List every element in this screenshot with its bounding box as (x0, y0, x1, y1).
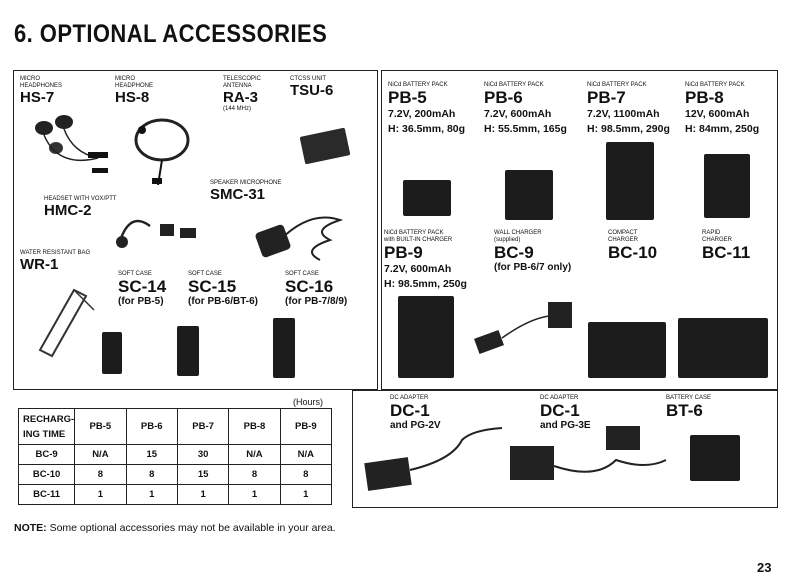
bc10-caption-1: COMPACT (608, 230, 638, 236)
pb9-code: PB-9 (384, 243, 423, 262)
note-label: NOTE: (14, 522, 47, 534)
sc16-caption: SOFT CASE (285, 271, 319, 277)
hs7-code: HS-7 (20, 89, 55, 106)
table-header-row (19, 409, 332, 445)
table-corner-line-2: ING TIME (23, 428, 66, 440)
hs7-block (20, 76, 100, 106)
bc10-charger-image (588, 322, 666, 378)
pb6-caption: NiCd BATTERY PACK (484, 82, 544, 88)
pb8-block (685, 82, 759, 137)
bc11-caption-1: RAPID (702, 230, 721, 236)
bc9-caption-2: (supplied) (494, 237, 521, 243)
ra3-frequency: (144 MHz) (223, 106, 252, 112)
sc15-caption: SOFT CASE (188, 271, 222, 277)
table-cell: 8 (280, 465, 331, 485)
dc1-pg2v-caption: DC ADAPTER (390, 395, 429, 401)
pb9-spec-size: H: 98.5mm, 250g (384, 278, 467, 290)
hs8-caption: MICRO HEADPHONE (115, 76, 154, 89)
table-cell: N/A (280, 445, 331, 465)
sc16-code: SC-16 (285, 277, 334, 296)
sc15-case-image (177, 326, 199, 376)
pb7-spec-size: H: 98.5mm, 290g (587, 123, 670, 135)
pb6-spec-size: H: 55.5mm, 165g (484, 123, 567, 135)
pb8-code: PB-8 (685, 88, 724, 107)
pb5-spec-voltage: 7.2V, 200mAh (388, 108, 456, 120)
pb5-battery-image (403, 180, 451, 216)
sc14-caption: SOFT CASE (118, 271, 152, 277)
table-cell: N/A (75, 445, 126, 465)
table-row-label: BC-9 (19, 445, 75, 465)
table-cell: 1 (177, 485, 228, 505)
note-text: Some optional accessories may not be available in your area. (46, 522, 336, 534)
pb6-battery-image (505, 170, 553, 220)
bc10-caption-2: CHARGER (608, 237, 639, 243)
sc15-code: SC-15 (188, 277, 237, 296)
pb9-caption-1: NiCd BATTERY PACK (384, 230, 444, 236)
dc1-pg2v-image (362, 420, 512, 500)
hs7-earphones-image (28, 108, 118, 188)
table-cell: 1 (126, 485, 177, 505)
table-header-cell: PB-8 (229, 409, 280, 445)
table-cell: 8 (75, 465, 126, 485)
ra3-block (223, 76, 293, 113)
wr1-block (20, 250, 120, 273)
pb9-spec-voltage: 7.2V, 600mAh (384, 263, 452, 275)
ra3-caption: TELESCOPIC ANTENNA (223, 76, 262, 89)
smc31-caption: SPEAKER MICROPHONE (210, 180, 282, 186)
table-corner-cell (19, 409, 75, 445)
dc1-pg2v-code: DC-1 (390, 401, 430, 420)
pb7-battery-image (606, 142, 654, 220)
table-header-cell: PB-7 (177, 409, 228, 445)
pb9-block (384, 230, 467, 292)
sc15-block (188, 271, 288, 307)
bt6-caption: BATTERY CASE (666, 395, 712, 401)
sc16-block (285, 271, 375, 307)
pb7-caption: NiCd BATTERY PACK (587, 82, 647, 88)
pb8-spec-size: H: 84mm, 250g (685, 123, 760, 135)
bc11-caption-2: CHARGER (702, 237, 733, 243)
sc16-for: (for PB-7/8/9) (285, 296, 348, 307)
pb8-battery-image (704, 154, 750, 218)
bc10-block (608, 230, 657, 262)
wr1-caption: WATER RESISTANT BAG (20, 250, 91, 256)
table-cell: 8 (126, 465, 177, 485)
table-cell: 8 (229, 465, 280, 485)
pb7-block (587, 82, 670, 137)
bt6-block (666, 395, 711, 420)
tsu6-block (290, 76, 360, 99)
hours-label: (Hours) (293, 397, 324, 407)
dc1-pg3e-code: DC-1 (540, 401, 580, 420)
table-cell: 1 (75, 485, 126, 505)
sc16-case-image (273, 318, 295, 378)
sc14-for: (for PB-5) (118, 296, 164, 307)
pb8-spec-voltage: 12V, 600mAh (685, 108, 750, 120)
table-row-label: BC-10 (19, 465, 75, 485)
pb5-spec-size: H: 36.5mm, 80g (388, 123, 466, 135)
tsu6-caption: CTCSS UNIT (290, 76, 326, 82)
table-cell: 1 (280, 485, 331, 505)
smc31-speaker-mic-image (250, 200, 360, 270)
recharging-time-table (18, 408, 332, 505)
bt6-code: BT-6 (666, 401, 703, 420)
bc9-caption-1: WALL CHARGER (494, 230, 542, 236)
table-cell: 15 (126, 445, 177, 465)
bt6-battery-case-image (690, 435, 740, 481)
dc1-pg3e-image (506, 420, 676, 500)
bc11-charger-image (678, 318, 768, 378)
wr1-code: WR-1 (20, 256, 59, 273)
table-header-cell: PB-9 (280, 409, 331, 445)
tsu6-code: TSU-6 (290, 82, 334, 99)
bc11-code: BC-11 (702, 243, 751, 262)
page-number: 23 (757, 560, 772, 575)
bc9-block (494, 230, 571, 273)
table-row (19, 465, 332, 485)
pb6-block (484, 82, 567, 137)
dc1-pg2v-sub: and PG-2V (390, 420, 441, 431)
pb7-code: PB-7 (587, 88, 626, 107)
wr1-bag-image (34, 280, 104, 360)
hs8-block (115, 76, 195, 106)
hs7-caption: MICRO HEADPHONES (20, 76, 63, 89)
pb5-block (388, 82, 465, 137)
hmc2-headset-image (110, 206, 200, 256)
smc31-code: SMC-31 (210, 186, 266, 203)
table-cell: N/A (229, 445, 280, 465)
hmc2-caption: HEADSET WITH VOX/PTT (44, 196, 117, 202)
table-row (19, 445, 332, 465)
pb8-caption: NiCd BATTERY PACK (685, 82, 745, 88)
hs8-code: HS-8 (115, 89, 150, 106)
table-row-label: BC-11 (19, 485, 75, 505)
dc1-pg3e-sub: and PG-3E (540, 420, 591, 431)
table-cell: 15 (177, 465, 228, 485)
pb6-code: PB-6 (484, 88, 523, 107)
sc14-code: SC-14 (118, 277, 167, 296)
bc9-code: BC-9 (494, 243, 534, 262)
sc14-block (118, 271, 188, 307)
pb9-caption-2: with BUILT-IN CHARGER (384, 237, 453, 243)
hs8-headphone-image (128, 110, 208, 190)
table-header-cell: PB-6 (126, 409, 177, 445)
bc10-code: BC-10 (608, 243, 658, 262)
dc1-pg3e-caption: DC ADAPTER (540, 395, 579, 401)
sc14-case-image (102, 332, 122, 374)
pb5-code: PB-5 (388, 88, 427, 107)
pb7-spec-voltage: 7.2V, 1100mAh (587, 108, 660, 120)
pb6-spec-voltage: 7.2V, 600mAh (484, 108, 552, 120)
footer-note (14, 522, 336, 534)
ra3-code: RA-3 (223, 89, 259, 106)
bc11-block (702, 230, 750, 262)
page-title: 6. OPTIONAL ACCESSORIES (14, 20, 328, 48)
bc9-for: (for PB-6/7 only) (494, 262, 572, 273)
table-row (19, 485, 332, 505)
table-header-cell: PB-5 (75, 409, 126, 445)
sc15-for: (for PB-6/BT-6) (188, 296, 258, 307)
hmc2-code: HMC-2 (44, 202, 92, 219)
bc9-wall-charger-image (470, 298, 580, 368)
table-cell: 30 (177, 445, 228, 465)
table-corner-line-1: RECHARG- (23, 413, 75, 425)
pb9-battery-image (398, 296, 454, 378)
pb5-caption: NiCd BATTERY PACK (388, 82, 448, 88)
table-cell: 1 (229, 485, 280, 505)
